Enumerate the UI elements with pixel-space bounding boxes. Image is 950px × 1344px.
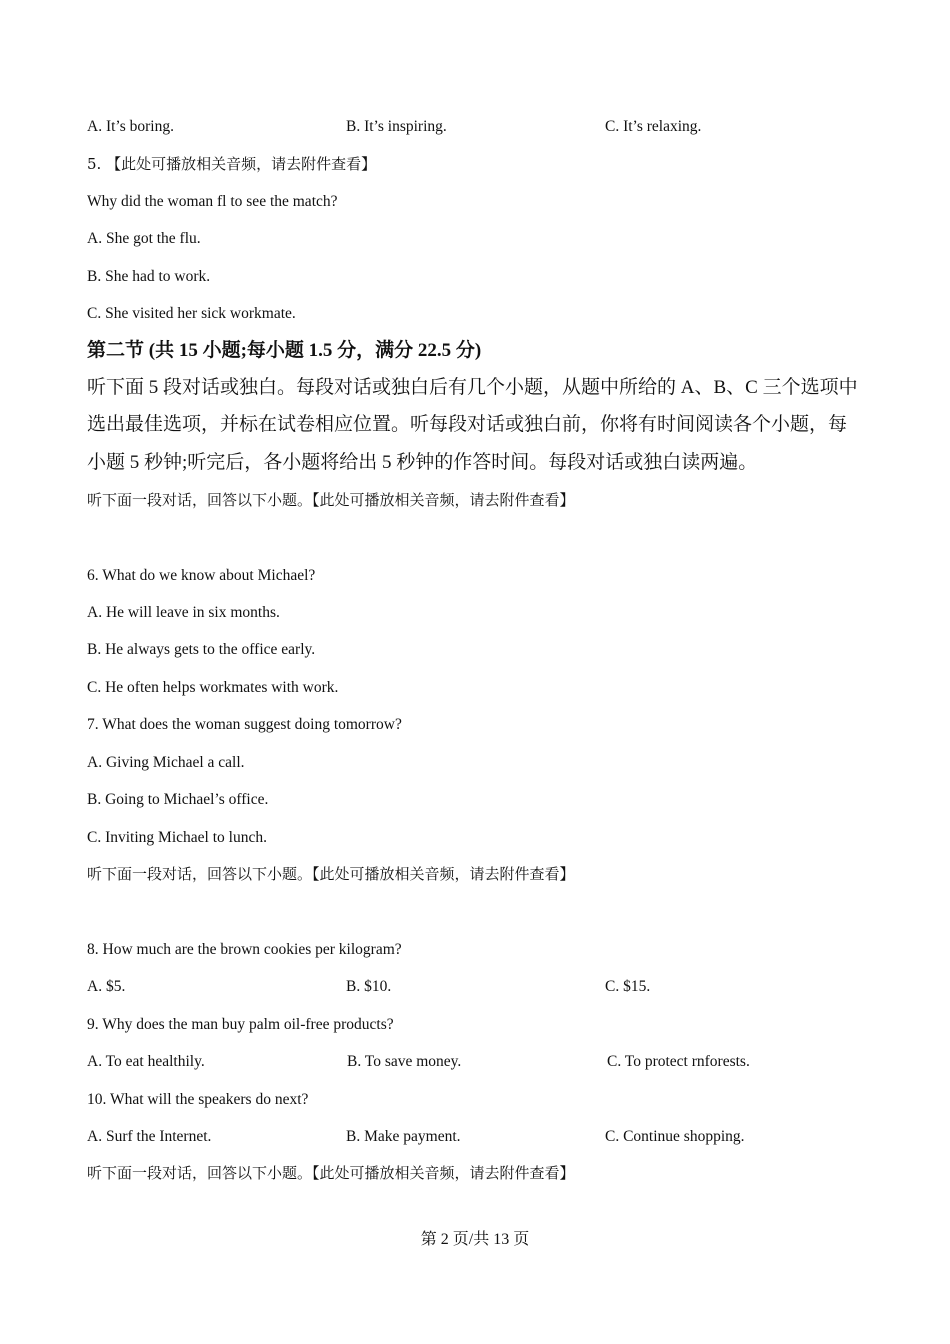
q7-option-a: A. Giving Michael a call. — [87, 754, 245, 771]
q8-option-a: A. $5. — [87, 978, 126, 995]
q8-option-b: B. $10. — [346, 978, 392, 995]
q10-option-c: C. Continue shopping. — [605, 1128, 745, 1145]
section2-heading: 第二节 (共 15 小题;每小题 1.5 分，满分 22.5 分) — [87, 340, 482, 361]
q4-option-b: B. It’s inspiring. — [346, 118, 447, 135]
section2-instruction-line2: 选出最佳选项，并标在试卷相应位置。听每段对话或独白前，你将有时间阅读各个小题，每 — [87, 414, 848, 435]
q9-option-b: B. To save money. — [347, 1053, 462, 1070]
passage-8-audio-note: 听下面一段对话，回答以下小题。【此处可播放相关音频，请去附件查看】 — [87, 865, 575, 883]
q4-option-c: C. It’s relaxing. — [605, 118, 702, 135]
q5-question: Why did the woman fl to see the match? — [87, 193, 338, 210]
q10-option-a: A. Surf the Internet. — [87, 1128, 212, 1145]
q6-question: 6. What do we know about Michael? — [87, 567, 316, 584]
q5-audio-note: 5. 【此处可播放相关音频，请去附件查看】 — [87, 155, 377, 173]
q6-option-a: A. He will leave in six months. — [87, 604, 280, 621]
section2-instruction-line1: 听下面 5 段对话或独白。每段对话或独白后有几个小题，从题中所给的 A、B、C 三个选项中 — [87, 377, 858, 398]
q7-option-b: B. Going to Michael’s office. — [87, 791, 269, 808]
q6-option-c: C. He often helps workmates with work. — [87, 679, 339, 696]
q9-question: 9. Why does the man buy palm oil-free products? — [87, 1016, 394, 1033]
q5-option-c: C. She visited her sick workmate. — [87, 305, 296, 322]
q5-option-a: A. She got the flu. — [87, 230, 201, 247]
passage-11-audio-note: 听下面一段对话，回答以下小题。【此处可播放相关音频，请去附件查看】 — [87, 1164, 575, 1182]
q9-option-a: A. To eat healthily. — [87, 1053, 205, 1070]
section2-instruction-line3: 小题 5 秒钟;听完后，各小题将给出 5 秒钟的作答时间。每段对话或独白读两遍。 — [87, 452, 758, 473]
q7-option-c: C. Inviting Michael to lunch. — [87, 829, 267, 846]
q10-option-b: B. Make payment. — [346, 1128, 461, 1145]
q5-option-b: B. She had to work. — [87, 268, 211, 285]
q8-question: 8. How much are the brown cookies per kilogram? — [87, 941, 402, 958]
q4-option-a: A. It’s boring. — [87, 118, 174, 135]
q7-question: 7. What does the woman suggest doing tomorrow? — [87, 716, 402, 733]
passage-6-audio-note: 听下面一段对话，回答以下小题。【此处可播放相关音频，请去附件查看】 — [87, 491, 575, 509]
q10-question: 10. What will the speakers do next? — [87, 1091, 309, 1108]
q6-option-b: B. He always gets to the office early. — [87, 641, 316, 658]
page-number: 第 2 页/共 13 页 — [420, 1231, 530, 1248]
q8-option-c: C. $15. — [605, 978, 651, 995]
q9-option-c: C. To protect rnforests. — [607, 1053, 750, 1070]
